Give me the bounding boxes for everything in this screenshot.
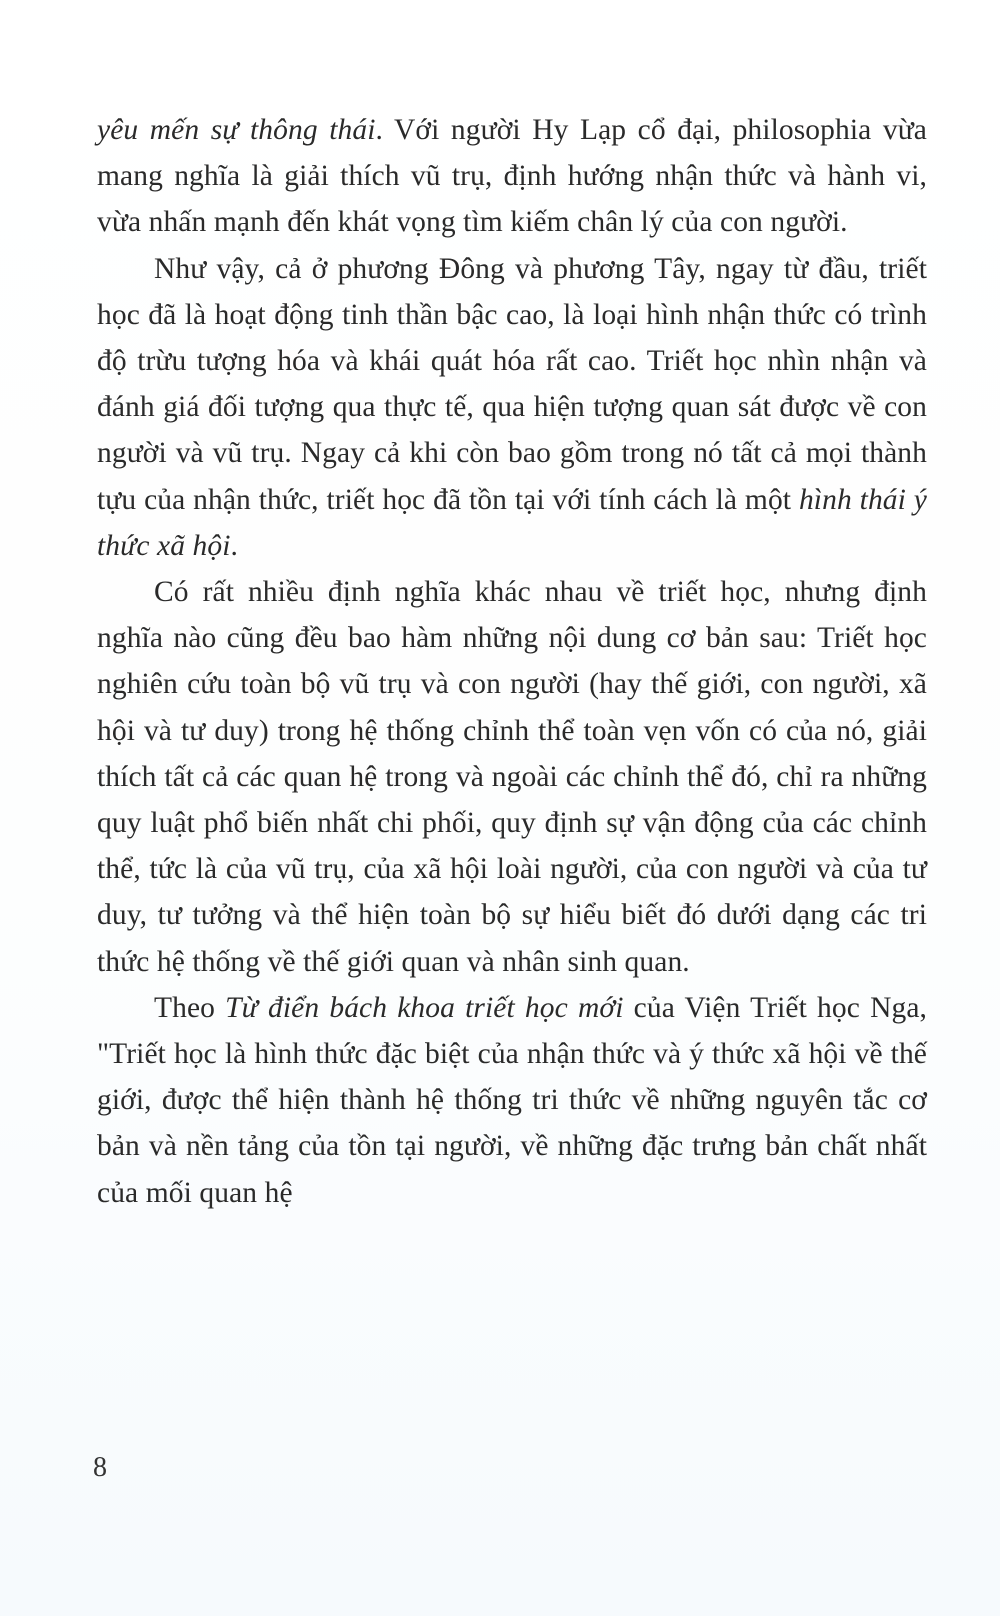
text-segment: Theo [154, 991, 226, 1024]
text-segment: Như vậy, cả ở phương Đông và phương Tây, ngay từ đầu, triết học đã là hoạt động tinh thần bậc cao, là loại hình nhận thức có trình độ trừu tượng hóa và khái quát hóa rất cao. Triết học nhìn nhận và đánh giá đối tượng qua thực tế, qua hiện tượng quan sát được về con người và vũ trụ. Ngay cả khi còn bao gồm trong nó tất cả mọi thành tựu của nhận thức, triết học đã tồn tại với tính cách là một [97, 252, 927, 516]
italic-book-title: Từ điển bách khoa triết học mới [225, 991, 624, 1024]
page-number: 8 [93, 1452, 107, 1483]
text-segment: . Với người Hy Lạp cổ đại, philosophia vừa mang nghĩa là giải thích vũ trụ, định hướng nhận thức và hành vi, vừa nhấn mạnh đến khát vọng tìm kiếm chân lý của con người. [97, 114, 927, 239]
italic-phrase: yêu mến sự thông thái [97, 114, 376, 146]
paragraph-4 [97, 985, 927, 1216]
text-segment: của Viện Triết học Nga, "Triết học là hình thức đặc biệt của nhận thức và ý thức xã hội về thế giới, được thể hiện thành hệ thống tri thức về những nguyên tắc cơ bản và nền tảng của tồn tại người, về những đặc trưng bản chất nhất của mối quan hệ [97, 991, 927, 1209]
paragraph-2 [97, 246, 927, 569]
text-segment: . [230, 529, 239, 562]
paragraph-3 [97, 569, 927, 985]
page-body [97, 107, 927, 1216]
italic-phrase: hình thái ý thức xã hội [97, 483, 927, 562]
text-segment: Có rất nhiều định nghĩa khác nhau về triết học, nhưng định nghĩa nào cũng đều bao hàm những nội dung cơ bản sau: Triết học nghiên cứu toàn bộ vũ trụ và con người (hay thế giới, con người, xã hội và tư duy) trong hệ thống chỉnh thể toàn vẹn vốn có của nó, giải thích tất cả các quan hệ trong và ngoài các chỉnh thể đó, chỉ ra những quy luật phổ biến nhất chi phối, quy định sự vận động của các chỉnh thể, tức là của vũ trụ, của xã hội loài người, của con người và của tư duy, tư tưởng và thể hiện toàn bộ sự hiểu biết đó dưới dạng các tri thức hệ thống về thế giới quan và nhân sinh quan. [97, 576, 927, 978]
paragraph-1 [97, 107, 927, 246]
